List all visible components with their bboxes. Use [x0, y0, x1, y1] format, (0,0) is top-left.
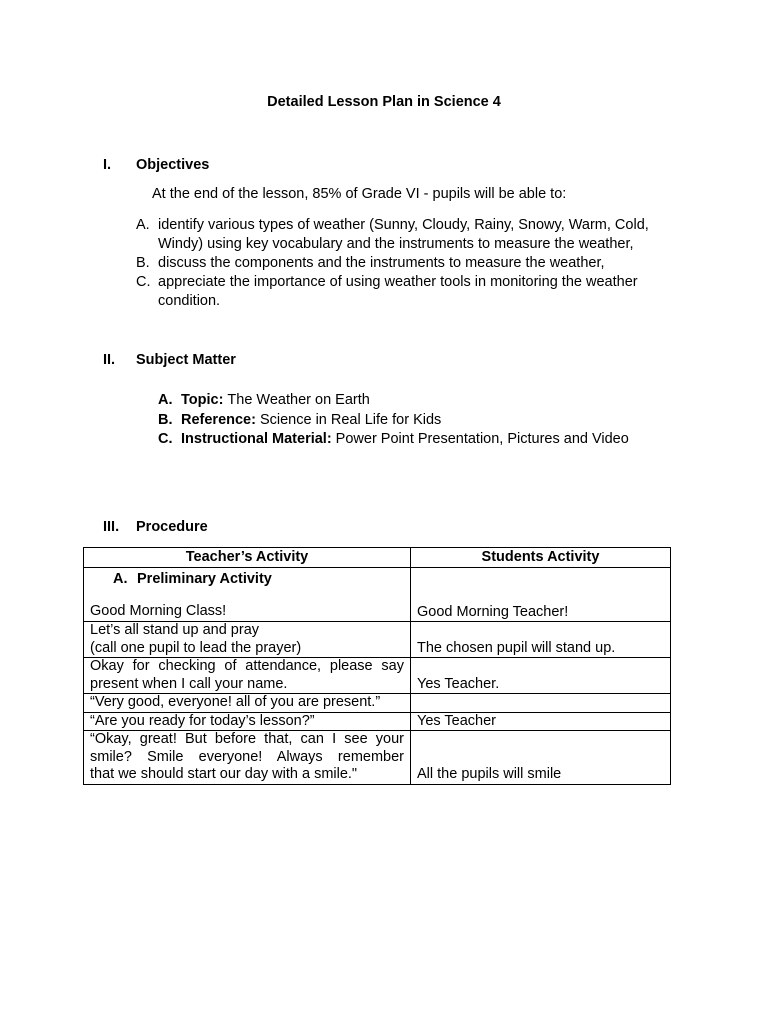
table-header-row — [84, 548, 671, 568]
teacher-cell: “Are you ready for today’s lesson?” — [84, 712, 411, 731]
teacher-cell: “Very good, everyone! all of you are present.” — [84, 694, 411, 713]
student-cell: All the pupils will smile — [411, 731, 671, 785]
student-cell: Yes Teacher. — [411, 658, 671, 694]
section-number: I. — [103, 157, 112, 173]
objectives-intro: At the end of the lesson, 85% of Grade VI - pupils will be able to: — [152, 186, 567, 202]
section-title: Objectives — [136, 157, 210, 173]
list-item: C. Instructional Material: Power Point Presentation, Pictures and Video — [158, 431, 629, 447]
procedure-heading — [103, 519, 208, 535]
table-row — [84, 568, 671, 622]
section-number: III. — [103, 519, 120, 535]
table-row — [84, 731, 671, 785]
column-header-teacher: Teacher’s Activity — [84, 548, 411, 568]
section-number: II. — [103, 352, 116, 368]
subject-matter-heading — [103, 352, 236, 368]
teacher-cell: “Okay, great! But before that, can I see your smile? Smile everyone! Always remember that we should start our day with a smile." — [84, 731, 411, 785]
objectives-list — [136, 216, 681, 311]
table-row — [84, 694, 671, 713]
table-row — [84, 712, 671, 731]
document-title: Detailed Lesson Plan in Science 4 — [267, 94, 501, 110]
list-item: C. appreciate the importance of using weather tools in monitoring the weather condition. — [136, 274, 638, 309]
table-row — [84, 622, 671, 658]
section-title: Procedure — [136, 519, 208, 535]
subject-matter-list — [158, 391, 629, 450]
list-item: B. Reference: Science in Real Life for Kids — [158, 411, 442, 428]
list-item: A. identify various types of weather (Sunny, Cloudy, Rainy, Snowy, Warm, Cold, Windy) using key vocabulary and the instruments to measure the weather, — [136, 217, 649, 252]
list-item: A. Topic: The Weather on Earth — [158, 392, 370, 408]
section-title: Subject Matter — [136, 352, 236, 368]
procedure-table — [83, 547, 671, 785]
list-item: B. discuss the components and the instruments to measure the weather, — [136, 255, 605, 271]
column-header-students: Students Activity — [411, 548, 671, 568]
teacher-cell: Okay for checking of attendance, please say present when I call your name. — [84, 658, 411, 694]
student-cell: Yes Teacher — [411, 712, 671, 731]
preliminary-activity-heading: A. Preliminary Activity — [113, 571, 272, 587]
student-cell: Good Morning Teacher! — [411, 568, 671, 622]
teacher-cell: A. Preliminary Activity Good Morning Class! — [84, 568, 411, 622]
student-cell: The chosen pupil will stand up. — [411, 622, 671, 658]
table-row — [84, 658, 671, 694]
teacher-cell: Let’s all stand up and pray (call one pupil to lead the prayer) — [84, 622, 411, 658]
student-cell — [411, 694, 671, 713]
objectives-heading — [103, 157, 209, 173]
